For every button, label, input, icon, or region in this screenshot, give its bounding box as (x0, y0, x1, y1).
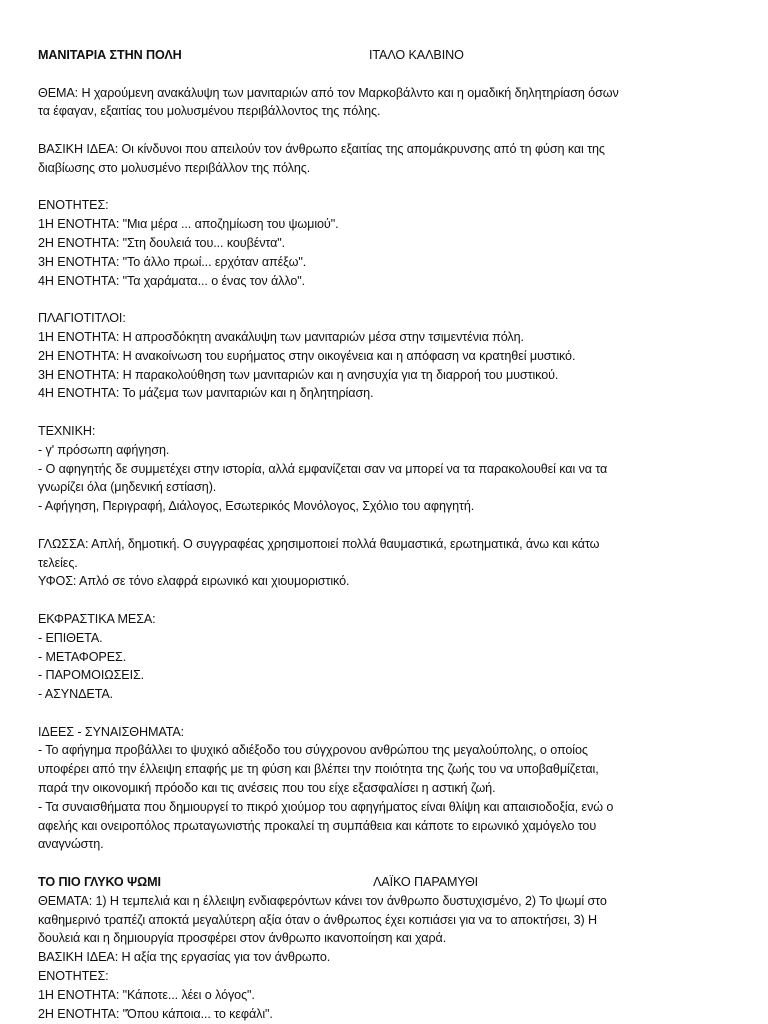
tale-genre: ΛΑΪΚΟ ΠΑΡΑΜΥΘΙ (373, 875, 479, 890)
subtitle-line: 3Η ΕΝΟΤΗΤΑ: Η παρακολούθηση των μανιταριών και η ανησυχία για τη διαρροή του μυστικού. (38, 367, 559, 382)
story-author: ΙΤΑΛΟ ΚΑΛΒΙΝΟ (369, 48, 464, 62)
expressive-means-item: - ΠΑΡΟΜΟΙΩΣΕΙΣ. (38, 668, 145, 683)
tale-unit-line: 1Η ΕΝΟΤΗΤΑ: "Κάποτε... λέει ο λόγος". (38, 987, 255, 1002)
subtitles-heading: ΠΛΑΓΙΟΤΙΤΛΟΙ: (38, 311, 126, 326)
language-style-section (38, 535, 738, 591)
story-header (38, 46, 738, 65)
technique-line: - γ' πρόσωπη αφήγηση. (38, 442, 170, 457)
technique-line: - Ο αφηγητής δε συμμετέχει στην ιστορία, αλλά εμφανίζεται σαν να μπορεί να τα παρακολουθεί και να τα (38, 461, 608, 476)
style-line: ΥΦΟΣ: Απλό σε τόνο ελαφρά ειρωνικό και χιουμοριστικό. (38, 574, 350, 589)
tale-title: ΤΟ ΠΙΟ ΓΛΥΚΟ ΨΩΜΙ (38, 875, 161, 890)
subtitle-line: 4Η ΕΝΟΤΗΤΑ: Το μάζεμα των μανιταριών και η δηλητηρίαση. (38, 386, 374, 401)
subtitle-line: 1Η ΕΝΟΤΗΤΑ: Η απροσδόκητη ανακάλυψη των μανιταριών μέσα στην τσιμεντένια πόλη. (38, 329, 524, 344)
theme-line: ΘΕΜΑ: Η χαρούμενη ανακάλυψη των μανιταριών από τον Μαρκοβάλντο και η ομαδική δηλητηρίαση όσων (38, 85, 619, 100)
ideas-line: παρά την οικονομική πρόοδο και τις ανέσεις που του είχε εξασφαλίσει η αστική ζωή. (38, 781, 496, 796)
tale-themes-section (38, 892, 738, 948)
technique-section (38, 422, 738, 516)
units-section (38, 196, 738, 290)
ideas-feelings-heading: ΙΔΕΕΣ - ΣΥΝΑΙΣΘΗΜΑΤΑ: (38, 724, 185, 739)
technique-heading: ΤΕΧΝΙΚΗ: (38, 423, 96, 438)
tale-units-heading: ΕΝΟΤΗΤΕΣ: (38, 969, 109, 984)
main-idea-section (38, 140, 738, 178)
ideas-line: - Το αφήγημα προβάλλει το ψυχικό αδιέξοδο του σύγχρονου ανθρώπου της μεγαλούπολης, ο οποίος (38, 743, 588, 758)
document-body (38, 46, 738, 1023)
main-idea-line: διαβίωσης στο μολυσμένο περιβάλλον της πόλης. (38, 160, 311, 175)
subtitles-section (38, 309, 738, 403)
ideas-feelings-section (38, 723, 738, 855)
ideas-line: αφελής και ονειροπόλος πρωταγωνιστής προκαλεί τη συμπάθεια και κάποτε το ειρωνικό χαμόγελο του (38, 818, 597, 833)
units-heading: ΕΝΟΤΗΤΕΣ: (38, 198, 109, 213)
tale-theme-line: ΘΕΜΑΤΑ: 1) Η τεμπελιά και η έλλειψη ενδιαφερόντων κάνει τον άνθρωπο δυστυχισμένο, 2) Το ψωμί στο (38, 893, 607, 908)
ideas-line: υποφέρει από την έλλειψη επαφής με τη φύση και βλέπει την ποιότητα της ζωής του να υποβαθμίζεται, (38, 762, 599, 777)
expressive-means-section (38, 610, 738, 704)
unit-line: 3Η ΕΝΟΤΗΤΑ: "Το άλλο πρωί... ερχόταν απέξω". (38, 254, 307, 269)
unit-line: 4Η ΕΝΟΤΗΤΑ: "Τα χαράματα... ο ένας τον άλλο". (38, 273, 306, 288)
language-line: ΓΛΩΣΣΑ: Απλή, δημοτική. Ο συγγραφέας χρησιμοποιεί πολλά θαυμαστικά, ερωτηματικά, άνω και κάτω (38, 536, 600, 551)
document-page (38, 0, 738, 1024)
tale-theme-line: δουλειά και η δημιουργία προσφέρει στον άνθρωπο ικανοποίηση και χαρά. (38, 931, 447, 946)
tale-main-idea: ΒΑΣΙΚΗ ΙΔΕΑ: Η αξία της εργασίας για τον άνθρωπο. (38, 950, 331, 965)
expressive-means-item: - ΜΕΤΑΦΟΡΕΣ. (38, 649, 127, 664)
main-idea-line: ΒΑΣΙΚΗ ΙΔΕΑ: Οι κίνδυνοι που απειλούν τον άνθρωπο εξαιτίας της απομάκρυνσης από τη φύση και της (38, 141, 605, 156)
tale-unit-line: 2Η ΕΝΟΤΗΤΑ: "Όπου κάποια... το κεφάλι". (38, 1006, 273, 1021)
ideas-line: αναγνώστη. (38, 837, 104, 852)
tale-theme-line: καθημερινό τραπέζι αποκτά μεγαλύτερη αξία όταν ο άνθρωπος έχει κοπιάσει για να το αποκτήσει, 3) Η (38, 912, 597, 927)
subtitle-line: 2Η ΕΝΟΤΗΤΑ: Η ανακοίνωση του ευρήματος στην οικογένεια και η απόφαση να κρατηθεί μυστικό. (38, 348, 576, 363)
technique-line: - Αφήγηση, Περιγραφή, Διάλογος, Εσωτερικός Μονόλογος, Σχόλιο του αφηγητή. (38, 499, 475, 514)
tale-units-section (38, 967, 738, 1023)
theme-line: τα έφαγαν, εξαιτίας του μολυσμένου περιβάλλοντος της πόλης. (38, 104, 381, 119)
story-title: ΜΑΝΙΤΑΡΙΑ ΣΤΗΝ ΠΟΛΗ (38, 48, 182, 62)
theme-section (38, 84, 738, 122)
tale-header (38, 873, 738, 892)
expressive-means-heading: ΕΚΦΡΑΣΤΙΚΑ ΜΕΣΑ: (38, 611, 156, 626)
expressive-means-item: - ΑΣΥΝΔΕΤΑ. (38, 687, 114, 702)
unit-line: 2Η ΕΝΟΤΗΤΑ: "Στη δουλειά του... κουβέντα". (38, 235, 286, 250)
expressive-means-item: - ΕΠΙΘΕΤΑ. (38, 630, 103, 645)
language-line: τελείες. (38, 555, 78, 570)
unit-line: 1Η ΕΝΟΤΗΤΑ: "Μια μέρα ... αποζημίωση του ψωμιού". (38, 217, 339, 232)
technique-line: γνωρίζει όλα (μηδενική εστίαση). (38, 480, 217, 495)
ideas-line: - Τα συναισθήματα που δημιουργεί το πικρό χιούμορ του αφηγήματος είναι θλίψη και απαισιοδοξία, ενώ ο (38, 799, 614, 814)
